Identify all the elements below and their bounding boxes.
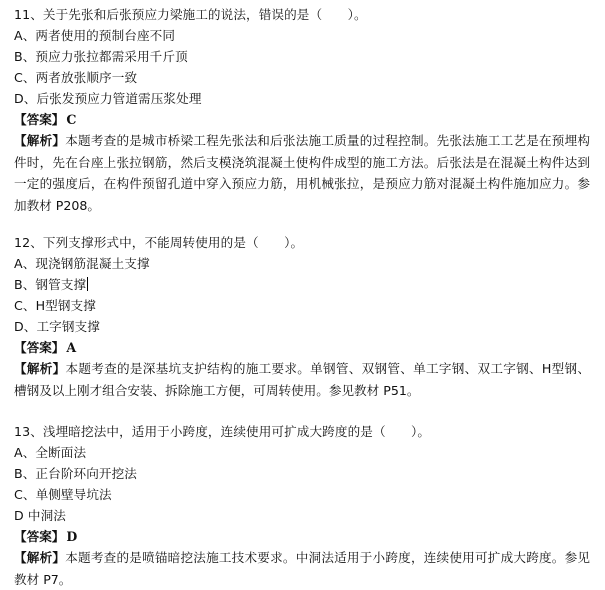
option-c: C、H型钢支撑 bbox=[14, 298, 96, 313]
answer-line bbox=[14, 526, 590, 547]
option-d: D 中洞法 bbox=[14, 508, 66, 523]
answer-line bbox=[14, 337, 590, 358]
analysis-text: 本题考查的是深基坑支护结构的施工要求。单钢管、双钢管、单工字钢、双工字钢、H型钢、槽钢及以上刚才组合安装、拆除施工方便，可周转使用。参见教材 P51。 bbox=[14, 361, 590, 398]
analysis-label: 【解析】 bbox=[14, 361, 66, 376]
option-c: C、两者放张顺序一致 bbox=[14, 70, 138, 85]
analysis-paragraph bbox=[14, 547, 590, 590]
question-stem: 12、下列支撑形式中，不能周转使用的是（ ）。 bbox=[14, 235, 304, 250]
option-b: B、预应力张拉都需采用千斤顶 bbox=[14, 49, 188, 64]
analysis-label: 【解析】 bbox=[14, 133, 66, 148]
analysis-paragraph bbox=[14, 358, 590, 401]
analysis-label: 【解析】 bbox=[14, 550, 66, 565]
option-b-row bbox=[14, 274, 590, 295]
analysis-text: 本题考查的是喷锚暗挖法施工技术要求。中洞法适用于小跨度，连续使用可扩成大跨度。参见教材 P7。 bbox=[14, 550, 590, 587]
option-a: A、两者使用的预制台座不同 bbox=[14, 28, 176, 43]
analysis-paragraph bbox=[14, 130, 590, 216]
text-cursor[interactable] bbox=[87, 277, 88, 291]
answer-label: 【答案】 bbox=[14, 529, 65, 544]
option-b: B、钢管支撑 bbox=[14, 277, 87, 292]
answer-value: D bbox=[66, 529, 78, 544]
answer-value: A bbox=[66, 340, 77, 355]
question-stem: 13、浅埋暗挖法中，适用于小跨度，连续使用可扩成大跨度的是（ ）。 bbox=[14, 424, 431, 439]
answer-label: 【答案】 bbox=[14, 340, 65, 355]
answer-label: 【答案】 bbox=[14, 112, 65, 127]
question-11 bbox=[14, 4, 590, 216]
option-b: B、正台阶环向开挖法 bbox=[14, 466, 137, 481]
answer-value: C bbox=[66, 112, 77, 127]
option-d: D、工字钢支撑 bbox=[14, 319, 100, 334]
option-a: A、现浇钢筋混凝土支撑 bbox=[14, 256, 150, 271]
option-a: A、全断面法 bbox=[14, 445, 87, 460]
question-12 bbox=[14, 232, 590, 401]
option-d: D、后张发预应力管道需压浆处理 bbox=[14, 91, 202, 106]
analysis-text: 本题考查的是城市桥梁工程先张法和后张法施工质量的过程控制。先张法施工工艺是在预埋构件时，先在台座上张拉钢筋，然后支模浇筑混凝土使构件成型的施工方法。后张法是在混凝土构件达到一定的强度后，在构件预留孔道中穿入预应力筋，用机械张拉，是预应力筋对混凝土构件施加应力。参加教材 P208。 bbox=[14, 133, 590, 213]
answer-line bbox=[14, 109, 590, 130]
question-13 bbox=[14, 421, 590, 590]
question-stem: 11、关于先张和后张预应力梁施工的说法，错误的是（ ）。 bbox=[14, 7, 367, 22]
option-c: C、单侧壁导坑法 bbox=[14, 487, 112, 502]
